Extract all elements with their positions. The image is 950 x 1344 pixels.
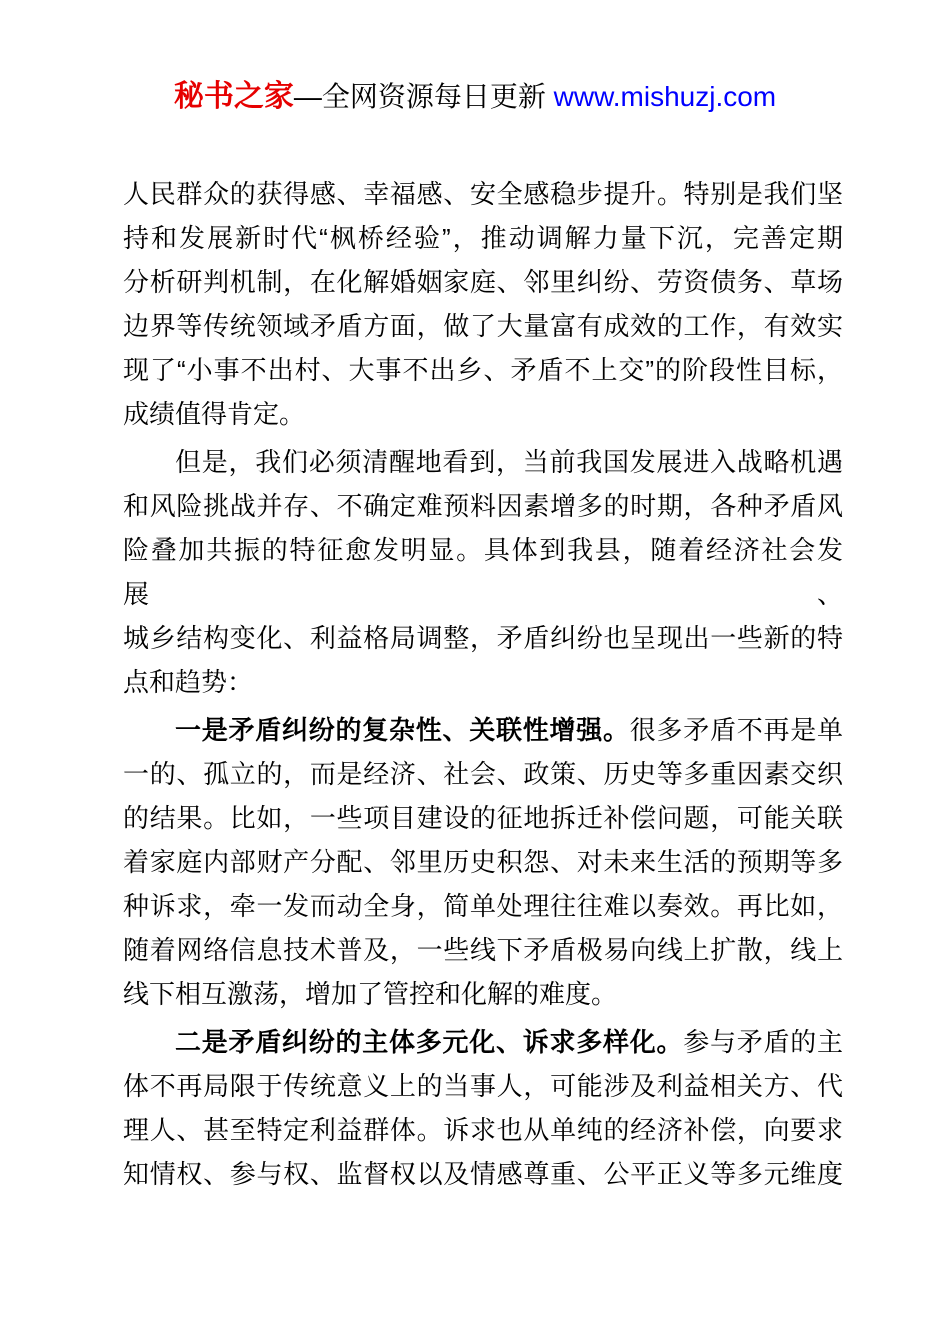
site-url-link[interactable]: www.mishuzj.com <box>553 81 777 112</box>
text-line <box>123 260 843 304</box>
text-line <box>123 216 843 260</box>
text-line <box>123 1064 843 1108</box>
body-text-segment: 成绩值得肯定。 <box>123 399 306 429</box>
body-text-segment: 和风险挑战并存、不确定难预料因素增多的时期，各种矛盾风 <box>123 491 843 521</box>
text-line <box>123 348 843 392</box>
text-line <box>123 840 843 884</box>
paragraph <box>123 440 843 704</box>
paragraph <box>123 708 843 1016</box>
body-text-segment: 点和趋势： <box>123 667 254 697</box>
text-line <box>123 660 843 704</box>
header-tagline: —全网资源每日更新 <box>293 81 554 112</box>
text-line <box>123 392 843 436</box>
text-line <box>123 1152 843 1196</box>
text-line <box>123 304 843 348</box>
body-text-segment: 边界等传统领域矛盾方面，做了大量富有成效的工作，有效实 <box>123 311 843 341</box>
paragraph <box>123 172 843 436</box>
body-text-segment: 体不再局限于传统意义上的当事人，可能涉及利益相关方、代 <box>123 1071 843 1101</box>
bold-lead-text: 二是矛盾纠纷的主体多元化、诉求多样化。 <box>175 1027 684 1057</box>
body-text-segment: 理人、甚至特定利益群体。诉求也从单纯的经济补偿，向要求 <box>123 1115 843 1145</box>
body-text-segment: 很多矛盾不再是单 <box>629 715 843 745</box>
paragraph <box>123 1020 843 1196</box>
body-text-segment: 随着网络信息技术普及，一些线下矛盾极易向线上扩散，线上 <box>123 935 843 965</box>
body-text-segment: 城乡结构变化、利益格局调整，矛盾纠纷也呈现出一些新的特 <box>123 623 843 653</box>
text-line <box>123 484 843 528</box>
body-text-segment: 人民群众的获得感、幸福感、安全感稳步提升。特别是我们坚 <box>123 179 843 209</box>
text-line <box>123 1108 843 1152</box>
body-text-segment: 知情权、参与权、监督权以及情感尊重、公平正义等多元维度 <box>123 1159 843 1189</box>
text-line <box>123 796 843 840</box>
text-line <box>123 708 843 752</box>
text-line <box>123 972 843 1016</box>
body-text-segment: 着家庭内部财产分配、邻里历史积怨、对未来生活的预期等多 <box>123 847 843 877</box>
body-text-segment: 线下相互激荡，增加了管控和化解的难度。 <box>123 979 618 1009</box>
text-line <box>123 172 843 216</box>
page-header <box>0 78 950 116</box>
body-text-segment: 持和发展新时代“枫桥经验”，推动调解力量下沉，完善定期 <box>123 223 843 253</box>
text-line <box>123 884 843 928</box>
text-line <box>123 616 843 660</box>
body-text-segment: 种诉求，牵一发而动全身，简单处理往往难以奏效。再比如， <box>123 891 843 921</box>
body-text-segment: 现了“小事不出村、大事不出乡、矛盾不上交”的阶段性目标， <box>123 355 843 385</box>
body-text-segment: 但是，我们必须清醒地看到，当前我国发展进入战略机遇 <box>175 447 843 477</box>
site-brand: 秘书之家 <box>173 80 294 113</box>
text-line <box>123 1020 843 1064</box>
body-text-segment: 参与矛盾的主 <box>683 1027 843 1057</box>
body-text-segment: 一的、孤立的，而是经济、社会、政策、历史等多重因素交织 <box>123 759 843 789</box>
bold-lead-text: 一是矛盾纠纷的复杂性、关联性增强。 <box>175 715 630 745</box>
body-text-segment: 险叠加共振的特征愈发明显。具体到我县，随着经济社会发展、 <box>123 535 843 609</box>
text-line <box>123 752 843 796</box>
body-text-segment: 的结果。比如，一些项目建设的征地拆迁补偿问题，可能关联 <box>123 803 843 833</box>
document-body <box>123 172 843 1196</box>
text-line <box>123 440 843 484</box>
body-text-segment: 分析研判机制，在化解婚姻家庭、邻里纠纷、劳资债务、草场 <box>123 267 843 297</box>
text-line <box>123 928 843 972</box>
text-line <box>123 528 843 616</box>
